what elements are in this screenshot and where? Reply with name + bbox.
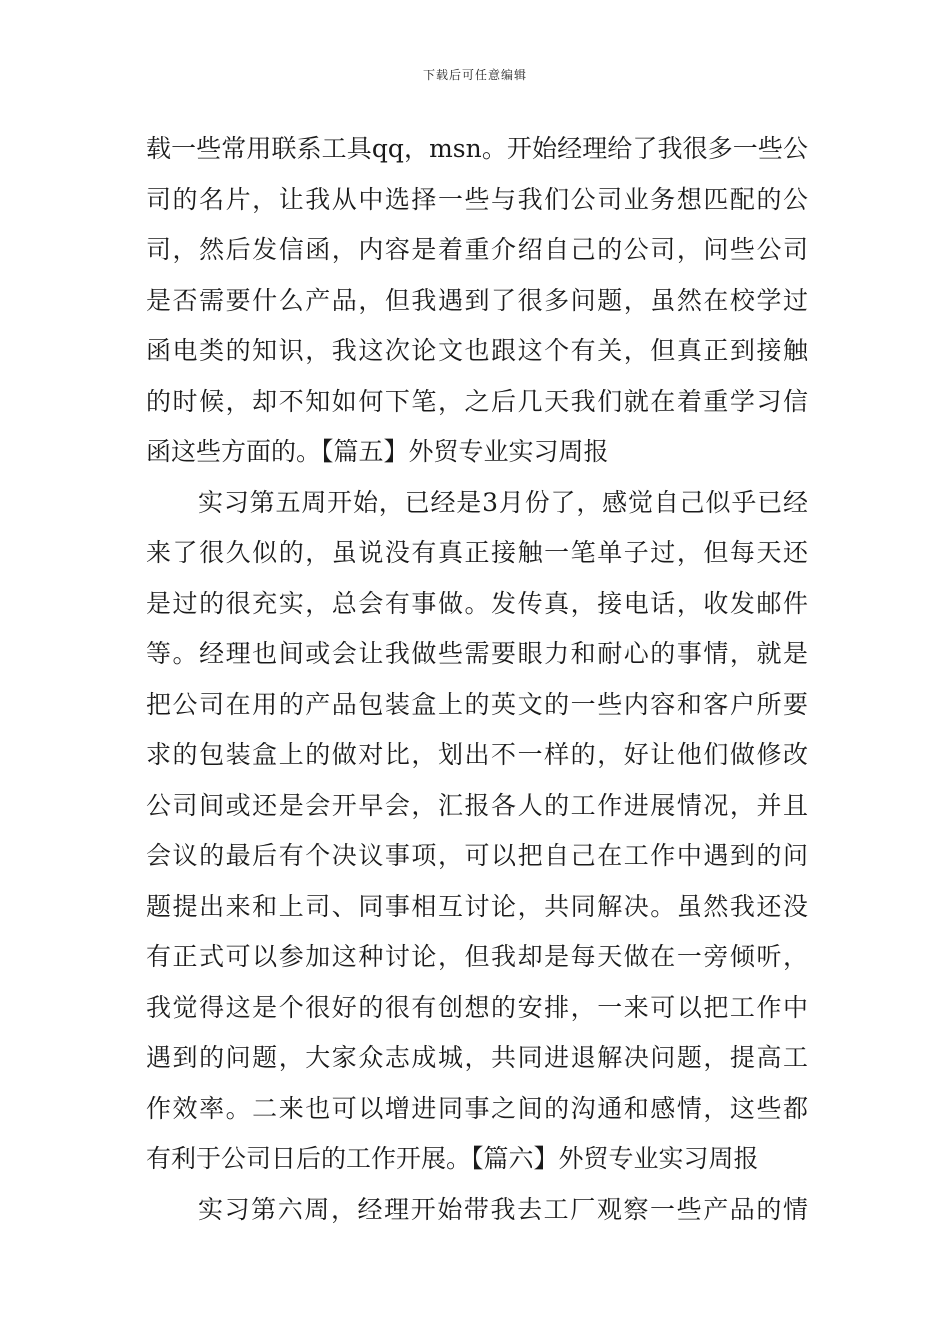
text-line: 题提出来和上司、同事相互讨论，共同解决。虽然我还没 — [146, 891, 808, 921]
text-line: 是否需要什么产品，但我遇到了很多问题，虽然在校学过 — [146, 285, 808, 315]
text-line: 函电类的知识，我这次论文也跟这个有关，但真正到接触 — [146, 336, 808, 365]
paragraph-start-line: 实习第五周开始，已经是3月份了，感觉自己似乎已经 — [198, 487, 808, 517]
text-line: 司的名片，让我从中选择一些与我们公司业务想匹配的公 — [146, 184, 808, 214]
paragraph-start-line: 实习第六周，经理开始带我去工厂观察一些产品的情 — [198, 1194, 808, 1224]
text-line: 等。经理也间或会让我做些需要眼力和耐心的事情，就是 — [146, 639, 808, 668]
text-line: 我觉得这是个很好的很有创想的安排，一来可以把工作中 — [146, 992, 808, 1022]
body-text — [146, 124, 808, 1235]
text-line: 公司间或还是会开早会，汇报各人的工作进展情况，并且 — [146, 790, 808, 820]
text-line: 作效率。二来也可以增进同事之间的沟通和感情，这些都 — [146, 1093, 808, 1123]
text-line: 函这些方面的。【篇五】外贸专业实习周报 — [146, 437, 609, 466]
text-line: 会议的最后有个决议事项，可以把自己在工作中遇到的问 — [146, 841, 808, 870]
text-line: 有利于公司日后的工作开展。【篇六】外贸专业实习周报 — [146, 1144, 759, 1173]
text-line: 把公司在用的产品包装盒上的英文的一些内容和客户所要 — [146, 689, 808, 719]
text-line: 有正式可以参加这种讨论，但我却是每天做在一旁倾听， — [146, 942, 808, 971]
page-header: 下载后可任意编辑 — [422, 68, 527, 82]
text-line: 司，然后发信函，内容是着重介绍自己的公司，问些公司 — [146, 235, 808, 264]
text-line: 的时候，却不知如何下笔，之后几天我们就在着重学习信 — [146, 386, 808, 416]
text-line: 求的包装盒上的做对比，划出不一样的，好让他们做修改 — [146, 740, 808, 769]
text-line: 遇到的问题，大家众志成城，共同进退解决问题，提高工 — [146, 1043, 808, 1072]
text-line: 是过的很充实，总会有事做。发传真，接电话，收发邮件 — [146, 588, 808, 618]
text-line: 来了很久似的，虽说没有真正接触一笔单子过，但每天还 — [146, 538, 808, 567]
text-line: 载一些常用联系工具qq，msn。开始经理给了我很多一些公 — [146, 134, 808, 163]
